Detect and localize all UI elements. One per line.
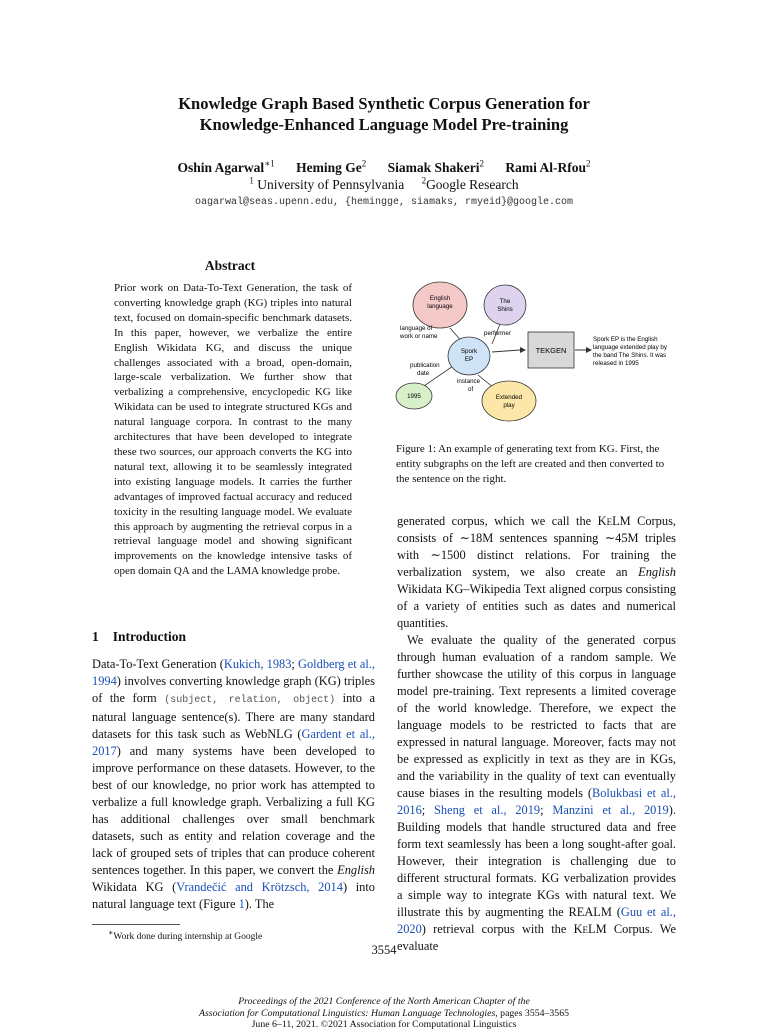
node-label: Spork [460, 348, 478, 355]
citation-link[interactable]: Sheng et al., 2019 [433, 803, 541, 817]
author: Siamak Shakeri$^2$ [387, 158, 485, 175]
paper-title-line-2: Knowledge-Enhanced Language Model Pre-training [199, 115, 569, 134]
footnote: ∗Work done during internship at Google [108, 928, 263, 943]
output-text: Spork EP is the English [593, 336, 658, 343]
node-label: The [499, 298, 511, 305]
node-label: English [429, 295, 451, 302]
edge-label: work or name [400, 333, 438, 340]
node-label: play [503, 402, 515, 409]
paper-title [60, 93, 708, 135]
affiliations [60, 175, 708, 193]
citation-link[interactable]: Gardent et al., 2017 [92, 727, 376, 758]
output-text: the band The Shins. It was [593, 352, 667, 359]
paragraph: We evaluate the quality of the generated corpus through human evaluation of a random sample. We further showcase the utility of this corpus in language model pre-training. Text represents a limited coverage of the world knowledge. Therefore, we expect the language models to be restricted to facts that are expressed in natural language. Moreover, facts may not be expressed as explicitly in text as they are in KGs, and the variability in the quality of text can eventually cause biases in the resulting models (Bolukbasi et al., 2016; Sheng et al., 2019; Manzini et al., 2019). Building models that handle structured data and free form text seamlessly has been a long sought-after goal. However, their integration is challenging due to different structural formats. KG verbalization provides a simple way to integrate KGs with natural text. We illustrate this by augmenting the REALM (Guu et al., 2020) retrieval corpus with the KeLM Corpus. We evaluate [397, 633, 676, 953]
citation-link[interactable]: Goldberg et al., 1994 [92, 657, 376, 688]
edge-label: performer [484, 330, 511, 337]
section-heading [92, 629, 186, 645]
edge-label: language of [400, 325, 433, 332]
affiliation: $^2$Google Research [421, 175, 519, 192]
inline-code: (subject, relation, object) [164, 695, 336, 706]
node-label: 1995 [407, 393, 421, 400]
section-title: Introduction [112, 629, 187, 644]
figure-caption: Figure 1: An example of generating text from KG. First, the entity subgraphs on the left are created and then converted to the sentence on the right. [396, 443, 665, 485]
footnote-rule [92, 924, 180, 925]
intro-paragraph: Data-To-Text Generation (Kukich, 1983; Goldberg et al., 1994) involves converting knowledge graph (KG) triples of the form (subject, relation, object) into a natural language sentence(s). There are many standard datasets for this task such as WebNLG (Gardent et al., 2017) and many systems have been developed to improve performance on these datasets. However, to the best of our knowledge, no prior work has attempted to verbalize a full knowledge graph. Verbalizing a full KG has additional challenges over small benchmark datasets, such as entity and relation coverage and the lack of grouped sets of triples that can produce coherent sentences together. In this paper, we convert the English Wikidata KG (Vrandečić and Krötzsch, 2014) into natural language text (Figure 1). The [92, 657, 376, 911]
citation-link[interactable]: Kukich, 1983 [223, 657, 292, 671]
author-emails: oagarwal@seas.upenn.edu, {hemingge, siamaks, rmyeid}@google.com [194, 197, 574, 208]
right-column-text [397, 513, 676, 955]
node-label: Extended [495, 394, 523, 401]
edge-label: date [417, 370, 430, 377]
edge-label: instance [457, 378, 481, 385]
tekgen-label: TEKGEN [535, 346, 567, 355]
node-label: language [427, 303, 453, 310]
section-number: 1 [92, 629, 99, 644]
paragraph: generated corpus, which we call the KeLM Corpus, consists of ∼18M sentences spanning ∼45M triples with ∼1500 distinct relations. For training the verbalization system, we also create an English Wikidata KG–Wikipedia Text aligned corpus consisting of a variety of entities such as dates and numerical quantities. [397, 514, 676, 630]
node-the-shins [484, 285, 526, 325]
author: Oshin Agarwal$^{∗1}$ [177, 158, 275, 175]
citation-link[interactable]: Bolukbasi et al., 2016 [397, 786, 676, 817]
arrow-head [520, 347, 526, 353]
proceedings-footer: Proceedings of the 2021 Conference of the North American Chapter of the Association for Computational Linguistics: Human Language Technologies, pages 3554–3565 June 6–11, 2021. ©2021 Association for Computational Linguistics [198, 996, 570, 1030]
affiliation: $^1$ University of Pennsylvania [249, 175, 405, 192]
abstract-text: Prior work on Data-To-Text Generation, the task of converting knowledge graph (KG) triples into natural text, focused on domain-specific benchmark datasets. In this paper, however, we verbalize the entire English Wikidata KG, and discuss the unique challenges associated with a broad, open-domain, large-scale verbalization. We further show that verbalizing a comprehensive, encyclopedic KG like Wikidata can be used to integrate structured KGs and natural language corpora. In contrast to the many architectures that have been developed to integrate these two sources, our approach converts the KG into natural text, allowing it to be seamlessly integrated into existing language models. It carries the further advantages of improved factual accuracy and reduced toxicity in the resulting language model. We evaluate this approach by augmenting the retrieval corpus in a retrieval language model and showing significant improvements on the knowledge intensive tasks of open domain QA and the LAMA knowledge probe. [114, 282, 352, 578]
figure-reference-link[interactable]: 1 [238, 897, 245, 911]
edge-label: publication [410, 362, 440, 369]
arrow-head [586, 347, 592, 353]
node-extended-play [482, 381, 536, 421]
abstract-heading: Abstract [204, 258, 256, 273]
node-label: Shins [497, 306, 513, 313]
node-label: EP [464, 356, 474, 363]
author: Rami Al-Rfou$^2$ [505, 158, 591, 175]
citation-link[interactable]: Manzini et al., 2019 [552, 803, 669, 817]
citation-link[interactable]: Vrandečić and Krötzsch, 2014 [176, 880, 343, 894]
citation-link[interactable]: Guu et al., 2020 [397, 905, 676, 936]
output-text: language extended play by [593, 344, 667, 351]
edge-label: of [468, 386, 474, 393]
author: Heming Ge$^2$ [296, 158, 367, 175]
output-text: released in 1995 [593, 360, 639, 367]
figure-1-diagram [392, 280, 692, 430]
paper-title-line-1: Knowledge Graph Based Synthetic Corpus Generation for [178, 94, 590, 113]
arrow-to-box [492, 350, 520, 352]
author-list [60, 158, 708, 176]
page-number: 3554 [371, 943, 397, 957]
